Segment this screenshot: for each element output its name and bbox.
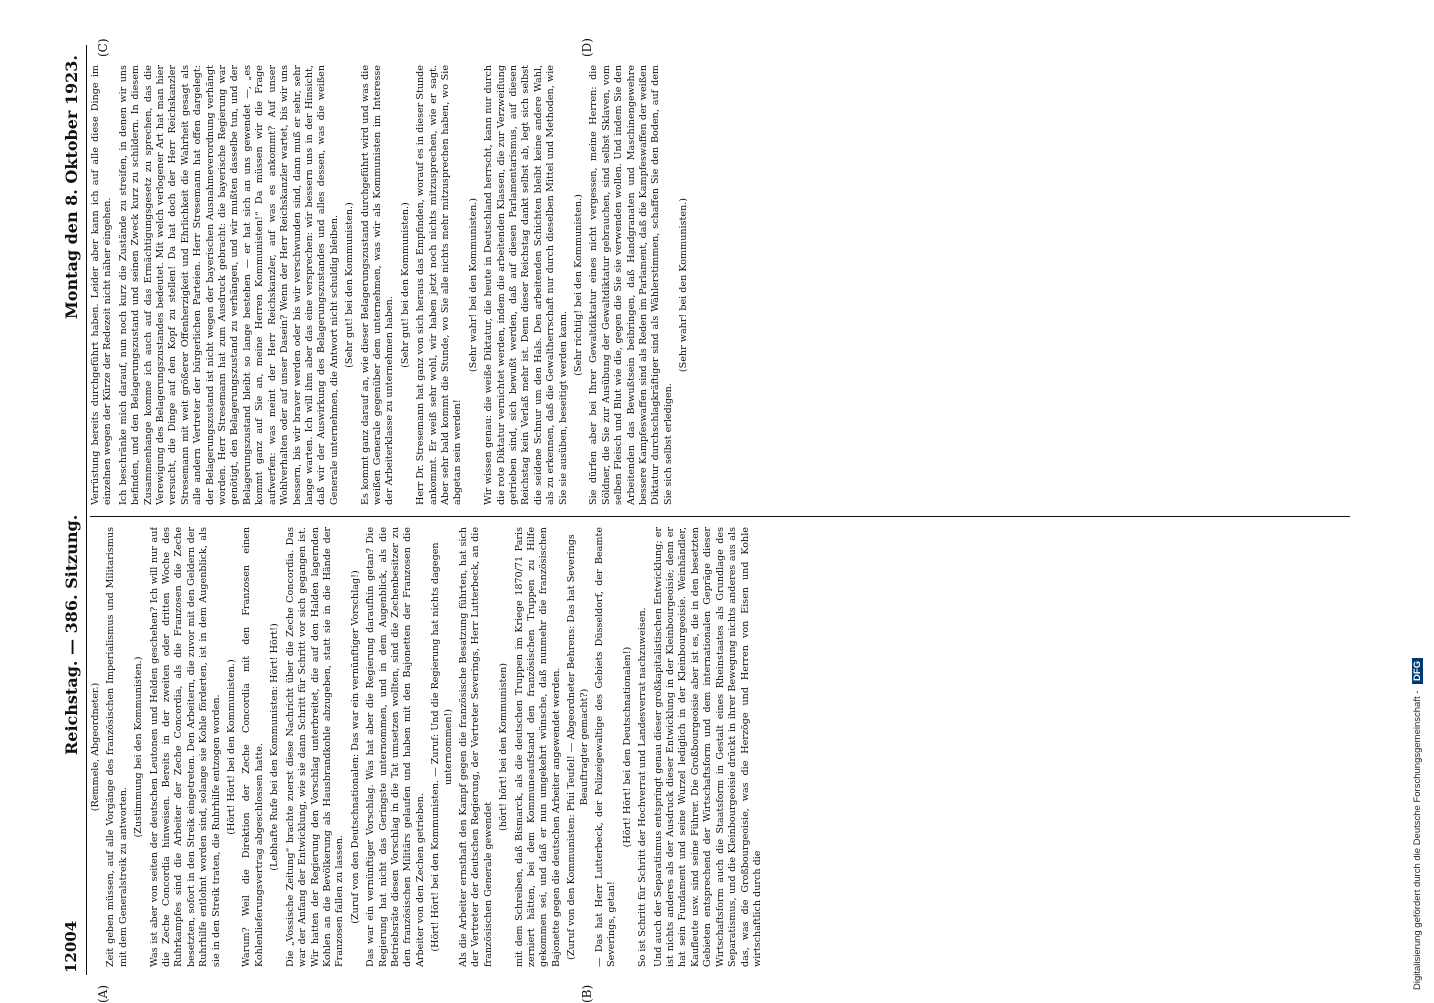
header-bar [60,45,87,975]
session-title: Reichstag. — 386. Sitzung. [62,514,81,755]
paragraph: (Zustimmung bei den Kommunisten.) [133,656,145,838]
paragraph: Verrüstung bereits durchgeführt haben. Leider aber kann ich auf alle diese Dinge im einzelnen wegen der Kürze der Redezeit nicht näher eingehen. [90,65,114,505]
margin-mark-d: (D) [580,38,594,57]
page-body [60,38,1350,1003]
paragraph: Das war ein vernünftiger Vorschlag. Was hat aber die Regierung daraufhin getan? Die Regierung hat nicht das Geringste unternommen, und in dem Augenblick, als die Betriebsräte diesen Vorschlag in die Tat umsetzen wollten, sind die Zechenbesitzer zu den französischen Militärs gelaufen und haben mit den Bajonetten der Franzosen die Arbeiter von den Zechen getrieben. [365,527,426,967]
paragraph: Warum? Weil die Direktion der Zeche Concordia mit den Franzosen einen Kohlenlieferungsvertrag abgeschlossen hatte. [241,527,265,967]
paragraph: Und auch der Separatismus entspringt genau dieser großkapitalistischen Entwicklung; er ist nichts anderes als der Ausdruck dieser Entwicklung in der Kleinbourgeoisie; denn er hat sein Fundament und seine Wurzel lediglich in der Kleinbourgeoisie. Weinhändler, Kaufleute usw. sind seine Führer. Die Großbourgeoisie aber ist es, die in den besetzten Gebieten entsprechend der Wirtschaftsform und dem internationalen Gepräge dieser Wirtschaftsform auch die Staatsform in Gestalt eines Rheinstaates als Grundlage des Separatismus, und die Kleinbourgeoisie drückt in ihrer Bewegung nichts anderes aus als das, was die Großbourgeoisie, was die Herzöge und Herren von Eisen und Kohle wirtschaftlich durch die [652,527,763,967]
date-title: Montag den 8. Oktober 1923. [62,55,81,319]
paragraph: Ich beschränke mich darauf, nun noch kurz die Zustände zu streifen, in denen wir uns befinden, und den Belagerungszustand und seinen Zweck kurz zu schildern. In diesem Zusammenhange komme ich auch auf das Ermächtigungsgesetz zu sprechen, das die Verewigung des Belagerungszustandes bedeutet. Mit welch verlogener Art hat man hier versucht, die Dinge auf den Kopf zu stellen! Da hat doch der Herr Reichskanzler Stresemann mit weit größerer Offenherzigkeit und Ehrlichkeit die Wahrheit gesagt als alle andern Vertreter der bürgerlichen Parteien. Herr Stresemann hat offen dargelegt: der Belagerungszustand ist nicht wegen der bayerischen Ausnahmeverordnung verhängt worden. Herr Stresemann hat zum Ausdruck gebracht: die bayerische Regierung war genötigt, den Belagerungszustand zu verhängen, und wir mußten dasselbe tun, und der Belagerungszustand bleibt so lange bestehen — er hat sich an uns gewendet —, „es kommt ganz auf Sie an, meine Herren Kommunisten!“ Da müssen wir die Frage aufwerfen: was meint der Herr Reichskanzler, auf was es ankommt? Auf unser Wohlverhalten oder auf unser Dasein? Wenn der Herr Reichskanzler wartet, bis wir uns bessern, bis wir braver werden oder bis wir verschwunden sind, dann muß er sehr, sehr lange warten. Ich will ihm aber das eine versprechen: wir bessern uns in der Hinsicht, daß wir der Auswirkung des Belagerungszustandes und alles dessen, was die weißen Generale unternehmen, die Antwort nicht schuldig bleiben. [117,65,340,505]
paragraph: (Zuruf von den Kommunisten: Pfui Teufel! — Abgeordneter Behrens: Das hat Severings Beauftragter gemacht?) [566,534,590,960]
paragraph: (Sehr gut! bei den Kommunisten.) [399,202,411,368]
paragraph: (Sehr wahr! bei den Kommunisten.) [467,197,479,373]
dfg-logo: DFG [1412,658,1423,684]
margin-mark-c: (C) [96,38,110,57]
paragraph: (Sehr richtig! bei den Kommunisten.) [573,194,585,376]
paragraph: (Hört! Hört! bei den Deutschnationalen!) [621,646,633,848]
paragraph: (Zuruf von den Deutschnationalen: Das war ein vernünftiger Vorschlag!) [349,570,361,924]
paragraph: Als die Arbeiter ernsthaft den Kampf gegen die französische Besatzung führten, hat sich der Vertreter der deutschen Regierung, der Vertreter Severings, Herr Lutterbeck, an die französischen Generale gewendet [457,527,494,967]
margin-mark-a: (A) [96,984,110,1003]
paragraph: Was ist aber von seiten der deutschen Leutonen und Helden geschehen? Ich will nur auf die Zeche Concordia hinweisen. Bereits in der zweiten oder dritten Woche des Ruhrkampfes sind die Arbeiter der Zeche Concordia, als die Franzosen die Zeche besetzten, sofort in den Streik eingetreten. Den Arbeitern, die zuvor mit den Geldern der Ruhrhilfe entlohnt worden sind, solange sie Kohle förderten, ist in dem Augenblick, als sie in den Streik traten, die Ruhrhilfe entzogen worden. [148,527,222,967]
paragraph: Zeit geben müssen, auf alle Vorgänge des französischen Imperialismus und Militarismus mit dem Generalstreik zu antworten. [105,527,129,967]
paragraph: (Remmele, Abgeordneter.) [90,682,101,812]
paragraph: mit dem Schreiben, daß Bismarck, als die deutschen Truppen im Kriege 1870/71 Paris zerniert hätten, bei dem Kommuneaufstand den französischen Truppen zu Hilfe gekommen sei, und daß er nun umgekehrt wünsche, daß nunmehr die französischen Bajonette gegen die deutschen Arbeiter angewendet werden. [513,527,562,967]
paragraph: (Sehr gut! bei den Kommunisten.) [344,202,356,368]
paragraph: (Hört! Hört! bei den Kommunisten. — Zuruf: Und die Regierung hat nichts dagegen unternommen!) [430,542,454,952]
paragraph: (Hört! Hört! bei den Kommunisten.) [226,659,238,835]
column-left [90,527,1350,967]
paragraph: — Das hat Herr Lutterbeck, der Polizeigewaltige des Gebiets Düsseldorf, der Beamte Severings, getan! [594,527,618,967]
paragraph: (Lebhafte Rufe bei den Kommunisten: Hört! Hört!) [269,623,281,871]
paragraph: Herr Dr. Stresemann hat ganz von sich heraus das Empfinden, worauf es in dieser Stunde ankommt. Er weiß sehr wohl, wir haben jetzt noch nichts mitzusprechen, wie er sagt. Aber sehr bald kommt die Stunde, wo Sie alle nichts mehr mitzusprechen haben, wo Sie abgetan sein werden! [415,65,464,505]
digitization-credit [1408,0,1434,1000]
credit-text: Digitalisierung gefördert durch die Deutsche Forschungsgemeinschaft - [1412,690,1423,990]
paragraph: Die „Vossische Zeitung“ brachte zuerst diese Nachricht über die Zeche Concordia. Das war der Anfang der Entwicklung, wie sie dann Schritt für Schritt vor sich gegangen ist. Wir hatten der Regierung den Vorschlag unterbreitet, die auf den Halden lagernden Kohlen an die Bevölkerung als Hausbrandkohle abzugeben, statt sie in die Hände der Franzosen fallen zu lassen. [284,527,346,967]
margin-mark-b: (B) [580,984,594,1003]
paragraph: Es kommt ganz darauf an, wie dieser Belagerungszustand durchgeführt wird und was die weißen Generale gegenüber dem unternehmen, was wir als Kommunisten im Interesse der Arbeiterklasse zu unternehmen haben. [359,65,396,505]
paragraph: (Sehr wahr! bei den Kommunisten.) [678,197,690,373]
paragraph: Wir wissen genau: die weiße Diktatur, die heute in Deutschland herrscht, kann nur durch die rote Diktatur vernichtet werden, indem die arbeitenden Klassen, die zur Verzweiflung getrieben sind, sich bewußt werden, daß auf diesen Parlamentarismus, auf diesen Reichstag kein Verlaß mehr ist. Denn dieser Reichstag dankt selbst ab, legt sich selbst die seidene Schnur um den Hals. Den arbeitenden Schichten bleibt keine andere Wahl, als zu erkennen, daß die Gewaltherrschaft nur durch dieselben Mittel und Methoden, wie Sie sie ausüben, beseitigt werden kann. [483,65,569,505]
paragraph: So ist Schritt für Schritt der Hochverrat und Landesverrat nachzuweisen. [637,607,649,967]
column-right [90,65,1350,505]
column-rule [90,516,1350,517]
page-number: 12004 [62,920,80,973]
paragraph: Sie dürfen aber bei Ihrer Gewaltdiktatur eines nicht vergessen, meine Herren: die Söldner, die Sie zur Ausübung der Gewaltdiktatur gebrauchen, sind selbst Sklaven, vom selben Fleisch und Blut wie die, gegen die Sie sie verwenden wollen. Und indem Sie den Arbeitenden das Bewußtsein beibringen, daß Handgranaten und Maschinengewehre bessere Kampfeswaffen sind als Reden im Parlament, daß die Kampfeswaffen der weißen Diktatur durchschlagkräftiger sind als Wählerstimmen, schaffen Sie den Boden, auf dem Sie sich selbst erledigen. [588,65,674,505]
paragraph: (hört! hört! bei den Kommunisten) [498,663,510,832]
